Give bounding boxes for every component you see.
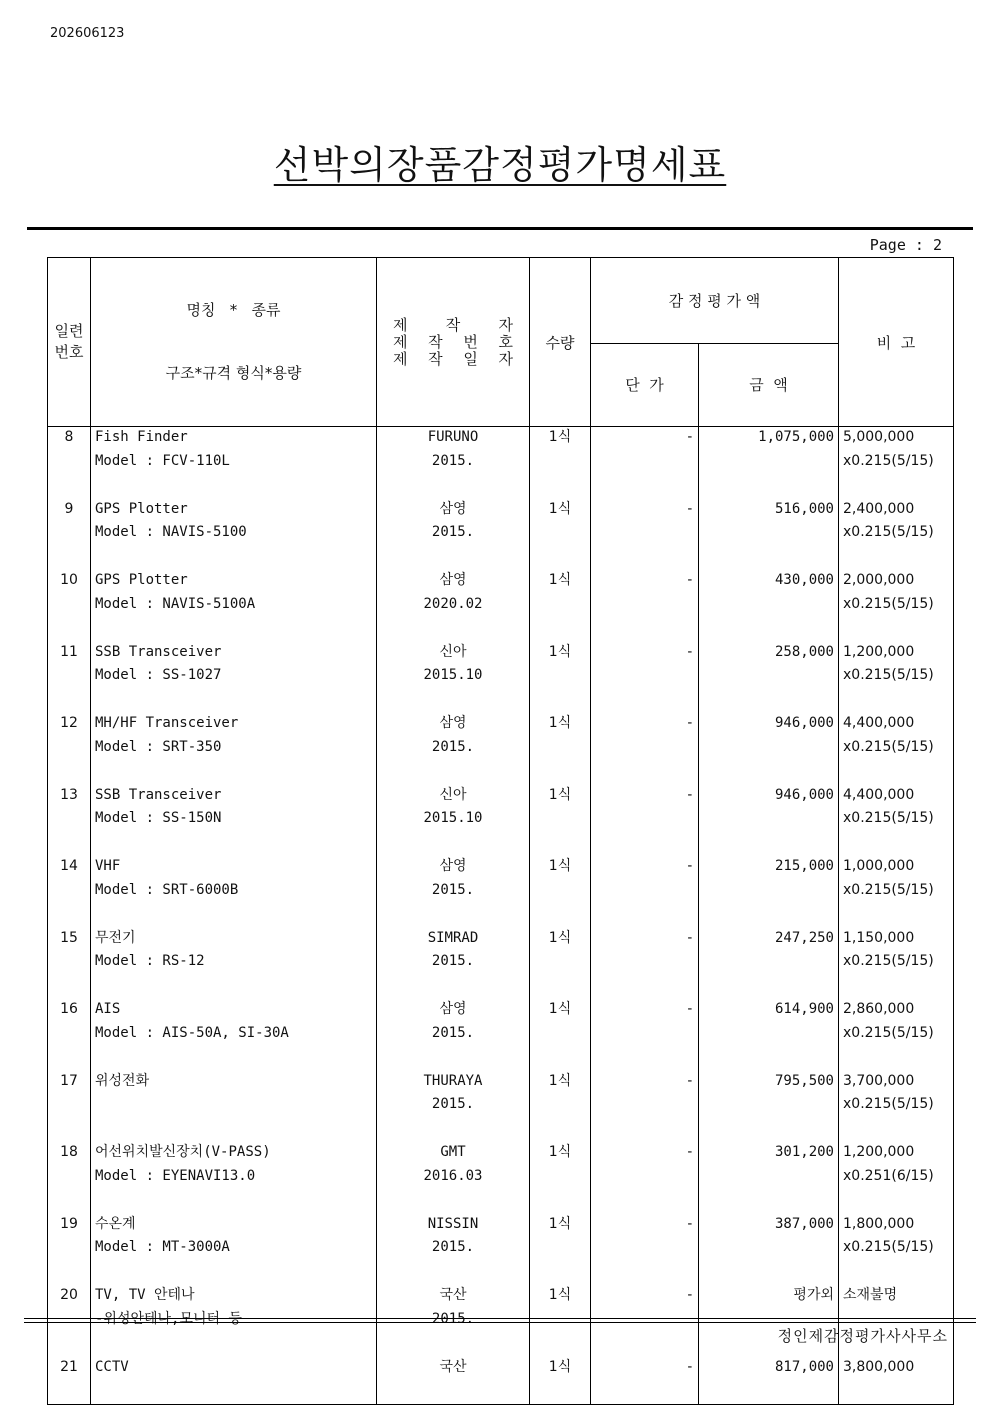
table-row <box>48 499 954 571</box>
item-amount-amount: 247,250 <box>774 929 834 946</box>
row-number-no: 16 <box>60 1001 78 1017</box>
item-maker-date: 2015. <box>431 452 475 469</box>
item-quantity <box>530 713 591 785</box>
item-quantity-qty: 1식 <box>548 1358 572 1375</box>
row-number <box>48 928 91 1000</box>
item-remark <box>839 499 954 571</box>
appraisal-header: 감 정 평 가 액 <box>591 258 839 344</box>
maker-h2-d: 호 <box>498 332 513 351</box>
item-amount <box>699 785 839 857</box>
item-name-name: SSB Transceiver <box>95 643 222 660</box>
item-name-model: Model : FCV-110L <box>95 452 230 469</box>
item-amount <box>699 570 839 642</box>
item-unit-price-unit: - <box>685 1215 694 1232</box>
row-number <box>48 642 91 714</box>
item-name <box>91 1142 377 1214</box>
item-maker <box>377 642 530 714</box>
item-name-model <box>95 1094 372 1118</box>
item-maker-maker: 삼영 <box>439 572 467 588</box>
item-name-name: MH/HF Transceiver <box>95 715 239 731</box>
item-maker-maker: GMT <box>440 1144 466 1160</box>
item-remark <box>839 1214 954 1286</box>
quantity-header: 수량 <box>530 258 591 427</box>
item-name-model: Model : SS-1027 <box>95 667 222 683</box>
item-maker-date: 2015. <box>431 881 475 898</box>
maker-header <box>377 258 530 427</box>
name-header-line2: 구조*규격 형식*용량 <box>165 364 302 382</box>
item-remark <box>839 856 954 928</box>
item-quantity <box>530 499 591 571</box>
item-name-name: 어선위치발신장치(V-PASS) <box>95 1144 271 1160</box>
row-number <box>48 1357 91 1405</box>
item-remark <box>839 999 954 1071</box>
table-row <box>48 1142 954 1214</box>
row-number-no: 9 <box>64 500 74 517</box>
item-quantity <box>530 1214 591 1286</box>
item-remark-remark2: x0.215(5/15) <box>843 881 934 898</box>
item-maker-maker: 삼영 <box>439 1001 467 1017</box>
item-unit-price <box>591 427 699 499</box>
item-unit-price-unit: - <box>685 786 694 803</box>
maker-h2-b: 작 <box>428 332 443 351</box>
table-row <box>48 1214 954 1286</box>
serial-header-line2: 번호 <box>54 343 84 361</box>
item-unit-price <box>591 856 699 928</box>
item-remark-remark2: x0.215(5/15) <box>843 452 934 469</box>
item-unit-price <box>591 1285 699 1357</box>
item-maker <box>377 1214 530 1286</box>
item-unit-price-unit: - <box>685 429 694 445</box>
row-number-no: 14 <box>60 858 78 874</box>
item-unit-price-unit: - <box>685 929 694 946</box>
serial-header-line1: 일련 <box>54 322 84 340</box>
item-remark-remark2 <box>843 1380 949 1404</box>
item-maker-maker: FURUNO <box>427 429 479 445</box>
item-maker-maker: 삼영 <box>439 500 467 517</box>
appraisal-table <box>47 257 954 1405</box>
item-name-name: 무전기 <box>95 929 136 946</box>
unit-price-header: 단 가 <box>591 343 699 426</box>
maker-header-line3 <box>377 351 529 368</box>
item-quantity-qty: 1식 <box>548 1287 572 1303</box>
item-quantity-qty: 1식 <box>548 643 572 660</box>
item-name-name: GPS Plotter <box>95 572 188 588</box>
table-row <box>48 1071 954 1143</box>
item-unit-price-unit: - <box>685 1072 694 1089</box>
item-unit-price-unit: - <box>685 643 694 660</box>
table-row <box>48 1357 954 1405</box>
item-amount-amount: 946,000 <box>774 715 834 731</box>
item-maker <box>377 928 530 1000</box>
item-unit-price-unit: - <box>685 715 694 731</box>
item-name <box>91 642 377 714</box>
item-remark <box>839 785 954 857</box>
maker-header-line2 <box>377 334 529 351</box>
item-name <box>91 785 377 857</box>
item-maker <box>377 1285 530 1357</box>
item-maker-date <box>381 1380 525 1404</box>
item-name-name: TV, TV 안테나 <box>95 1287 195 1303</box>
item-name-name: AIS <box>95 1001 121 1017</box>
item-name <box>91 427 377 499</box>
item-remark-remark1: 2,400,000 <box>843 500 915 517</box>
item-quantity <box>530 1285 591 1357</box>
item-maker-date: 2015. <box>431 1239 475 1255</box>
item-remark-remark1: 5,000,000 <box>843 429 915 445</box>
item-amount-amount: 614,900 <box>774 1001 834 1017</box>
item-unit-price <box>591 1142 699 1214</box>
item-maker-date: 2015. <box>431 1096 475 1112</box>
item-unit-price-unit: - <box>685 1001 694 1017</box>
item-remark-remark1: 2,860,000 <box>843 1001 915 1017</box>
item-name-model: Model : MT-3000A <box>95 1239 230 1255</box>
item-remark <box>839 1071 954 1143</box>
row-number <box>48 1142 91 1214</box>
table-row <box>48 785 954 857</box>
serial-header <box>48 258 91 427</box>
row-number <box>48 570 91 642</box>
table-row <box>48 999 954 1071</box>
document-number: 202606123 <box>50 26 125 41</box>
row-number <box>48 999 91 1071</box>
row-number-no: 10 <box>60 572 78 588</box>
item-remark-remark1: 4,400,000 <box>843 786 915 803</box>
item-quantity <box>530 856 591 928</box>
item-unit-price <box>591 1214 699 1286</box>
item-maker-maker: 국산 <box>439 1358 467 1375</box>
item-maker <box>377 999 530 1071</box>
item-quantity <box>530 1357 591 1405</box>
item-remark <box>839 570 954 642</box>
item-remark <box>839 427 954 499</box>
item-quantity <box>530 1142 591 1214</box>
item-name-model: Model : RS-12 <box>95 953 205 969</box>
row-number <box>48 1071 91 1143</box>
item-remark <box>839 928 954 1000</box>
item-amount-amount: 817,000 <box>774 1358 834 1375</box>
item-maker-date: 2015.10 <box>423 667 483 683</box>
bottom-divider-1 <box>24 1318 976 1319</box>
maker-h2-a: 제 <box>393 332 408 351</box>
item-maker <box>377 1357 530 1405</box>
row-number-no: 15 <box>60 929 78 946</box>
item-name-model: Model : SS-150N <box>95 810 222 826</box>
table-row <box>48 642 954 714</box>
item-remark-remark2: x0.215(5/15) <box>843 810 934 826</box>
item-remark-remark1: 1,150,000 <box>843 929 915 946</box>
item-amount-amount: 795,500 <box>774 1072 834 1089</box>
row-number <box>48 499 91 571</box>
item-maker-maker: THURAYA <box>423 1072 483 1089</box>
item-unit-price-unit: - <box>685 1287 694 1303</box>
item-name <box>91 570 377 642</box>
item-maker-date: 2015. <box>431 738 475 755</box>
row-number <box>48 785 91 857</box>
row-number-no: 17 <box>60 1072 78 1089</box>
item-remark-remark2: x0.215(5/15) <box>843 1239 934 1255</box>
item-remark-remark1: 1,200,000 <box>843 1144 915 1160</box>
item-quantity-qty: 1식 <box>548 786 572 803</box>
item-amount-amount: 387,000 <box>774 1215 834 1232</box>
item-maker <box>377 1142 530 1214</box>
item-name-name: Fish Finder <box>95 429 188 445</box>
row-number-no: 19 <box>60 1215 78 1232</box>
item-amount <box>699 713 839 785</box>
item-unit-price <box>591 570 699 642</box>
item-remark-remark2: x0.215(5/15) <box>843 667 934 683</box>
item-name-name: CCTV <box>95 1358 129 1375</box>
item-maker-maker: 신아 <box>439 786 467 803</box>
item-amount-amount: 516,000 <box>774 500 834 517</box>
item-name-model: Model : AIS-50A, SI-30A <box>95 1024 289 1041</box>
item-amount-amount: 평가외 <box>793 1287 834 1303</box>
item-name <box>91 856 377 928</box>
maker-h1-a: 제 <box>393 315 408 334</box>
item-remark-remark1: 4,400,000 <box>843 715 915 731</box>
maker-h3-d: 자 <box>498 349 513 368</box>
item-remark-remark2: x0.215(5/15) <box>843 1096 934 1112</box>
item-quantity-qty: 1식 <box>548 1072 572 1089</box>
table-row <box>48 713 954 785</box>
item-remark-remark1: 1,000,000 <box>843 858 915 874</box>
item-remark-remark2: x0.215(5/15) <box>843 595 934 612</box>
item-remark-remark1: 소재불명 <box>843 1287 898 1303</box>
item-amount <box>699 1357 839 1405</box>
item-name-model: Model : NAVIS-5100A <box>95 595 256 612</box>
item-unit-price-unit: - <box>685 572 694 588</box>
item-quantity <box>530 1071 591 1143</box>
title-text: 선박의장품감정평가명세표 <box>273 143 727 187</box>
item-name <box>91 499 377 571</box>
item-amount <box>699 1071 839 1143</box>
row-number <box>48 713 91 785</box>
item-amount-amount: 258,000 <box>774 643 834 660</box>
item-unit-price <box>591 642 699 714</box>
item-name <box>91 1214 377 1286</box>
maker-h3-a: 제 <box>393 349 408 368</box>
item-unit-price-unit: - <box>685 500 694 517</box>
item-name-model: -위성안테나,모니터 등 <box>95 1310 243 1327</box>
item-remark-remark2: x0.215(5/15) <box>843 953 934 969</box>
item-name-name: 위성전화 <box>95 1072 150 1089</box>
item-maker-maker: 삼영 <box>439 715 467 731</box>
maker-header-line1 <box>377 317 529 334</box>
item-quantity <box>530 928 591 1000</box>
item-amount <box>699 1142 839 1214</box>
name-header-line1: 명칭 * 종류 <box>186 301 281 319</box>
item-maker-maker: 국산 <box>439 1287 467 1303</box>
item-name <box>91 1285 377 1357</box>
item-name-model: Model : NAVIS-5100 <box>95 524 247 540</box>
item-remark-remark2: x0.215(5/15) <box>843 1024 934 1041</box>
item-maker <box>377 856 530 928</box>
item-name-model: Model : SRT-350 <box>95 738 222 755</box>
item-quantity-qty: 1식 <box>548 572 572 588</box>
maker-h3-b: 작 <box>428 349 443 368</box>
row-number-no: 20 <box>60 1287 78 1303</box>
item-remark-remark1: 1,800,000 <box>843 1215 915 1232</box>
item-maker-maker: SIMRAD <box>427 929 479 946</box>
item-remark <box>839 642 954 714</box>
item-quantity-qty: 1식 <box>548 1215 572 1232</box>
item-quantity <box>530 785 591 857</box>
item-name-name: VHF <box>95 858 121 874</box>
item-unit-price <box>591 1071 699 1143</box>
item-name <box>91 999 377 1071</box>
bottom-divider-2 <box>24 1322 976 1323</box>
table-row <box>48 427 954 499</box>
top-divider <box>27 227 973 230</box>
item-remark <box>839 1142 954 1214</box>
item-remark-remark2: x0.251(6/15) <box>843 1167 934 1184</box>
item-maker-date: 2015. <box>431 1024 475 1041</box>
item-unit-price <box>591 499 699 571</box>
item-unit-price <box>591 713 699 785</box>
item-maker-maker: 신아 <box>439 643 467 660</box>
item-name-name: SSB Transceiver <box>95 786 222 803</box>
item-name <box>91 713 377 785</box>
item-unit-price <box>591 928 699 1000</box>
item-maker-maker: 삼영 <box>439 858 467 874</box>
item-name-model: Model : SRT-6000B <box>95 881 239 898</box>
item-name <box>91 1357 377 1405</box>
row-number-no: 18 <box>60 1144 78 1160</box>
item-amount-amount: 430,000 <box>774 572 834 588</box>
item-amount-amount: 301,200 <box>774 1144 834 1160</box>
item-maker <box>377 499 530 571</box>
maker-h1-c: 자 <box>498 315 513 334</box>
item-maker-maker: NISSIN <box>427 1215 479 1232</box>
item-amount <box>699 1214 839 1286</box>
item-unit-price-unit: - <box>685 858 694 874</box>
item-amount-amount: 946,000 <box>774 786 834 803</box>
item-remark-remark1: 3,700,000 <box>843 1072 915 1089</box>
maker-h1-b: 작 <box>445 315 461 334</box>
row-number-no: 12 <box>60 715 78 731</box>
table-row <box>48 928 954 1000</box>
item-maker-date: 2015. <box>431 953 475 969</box>
row-number-no: 13 <box>60 786 78 803</box>
table-row <box>48 570 954 642</box>
item-quantity-qty: 1식 <box>548 858 572 874</box>
row-number <box>48 1285 91 1357</box>
item-name-model: Model : EYENAVI13.0 <box>95 1167 256 1184</box>
item-maker-date: 2015.10 <box>423 810 483 826</box>
item-quantity <box>530 427 591 499</box>
item-maker <box>377 713 530 785</box>
item-maker <box>377 1071 530 1143</box>
item-name <box>91 928 377 1000</box>
maker-h2-c: 번 <box>463 332 478 351</box>
item-name-model <box>95 1380 372 1404</box>
item-quantity <box>530 999 591 1071</box>
page-number: Page : 2 <box>869 236 942 254</box>
item-name-name: GPS Plotter <box>95 500 188 517</box>
item-remark-remark1: 1,200,000 <box>843 643 915 660</box>
row-number <box>48 427 91 499</box>
item-amount-amount: 215,000 <box>774 858 834 874</box>
item-quantity-qty: 1식 <box>548 1001 572 1017</box>
item-amount-amount: 1,075,000 <box>758 429 834 445</box>
item-name <box>91 1071 377 1143</box>
item-quantity-qty: 1식 <box>548 500 572 517</box>
item-remark-remark1: 3,800,000 <box>843 1358 915 1375</box>
item-remark <box>839 1357 954 1405</box>
maker-h3-c: 일 <box>463 349 478 368</box>
item-unit-price <box>591 999 699 1071</box>
item-remark-remark2: x0.215(5/15) <box>843 738 934 755</box>
item-amount <box>699 427 839 499</box>
item-maker-date: 2015. <box>431 524 475 540</box>
item-quantity-qty: 1식 <box>548 929 572 946</box>
item-maker-date: 2016.03 <box>423 1167 483 1184</box>
item-maker <box>377 427 530 499</box>
item-quantity-qty: 1식 <box>548 429 572 445</box>
row-number <box>48 1214 91 1286</box>
item-maker-date: 2020.02 <box>423 595 483 612</box>
row-number <box>48 856 91 928</box>
item-quantity-qty: 1식 <box>548 715 572 731</box>
item-amount <box>699 999 839 1071</box>
item-quantity-qty: 1식 <box>548 1144 572 1160</box>
office-name: 정인제감정평가사사무소 <box>777 1327 948 1345</box>
row-number-no: 8 <box>64 429 74 445</box>
name-header <box>91 258 377 427</box>
item-amount <box>699 642 839 714</box>
item-remark <box>839 713 954 785</box>
item-remark-remark1: 2,000,000 <box>843 572 915 588</box>
item-unit-price <box>591 785 699 857</box>
row-number-no: 21 <box>60 1358 78 1375</box>
item-unit-price-unit: - <box>685 1358 694 1375</box>
item-name-name: 수온계 <box>95 1215 136 1232</box>
item-amount <box>699 856 839 928</box>
item-remark-remark2: x0.215(5/15) <box>843 524 934 540</box>
item-unit-price-unit: - <box>685 1144 694 1160</box>
item-amount <box>699 499 839 571</box>
amount-header: 금 액 <box>699 343 839 426</box>
table-row <box>48 856 954 928</box>
row-number-no: 11 <box>60 643 78 660</box>
item-amount <box>699 928 839 1000</box>
item-quantity <box>530 570 591 642</box>
remarks-header: 비 고 <box>839 258 954 427</box>
item-maker-date: 2015. <box>431 1310 475 1327</box>
page-title <box>0 134 1000 189</box>
item-unit-price <box>591 1357 699 1405</box>
item-maker <box>377 570 530 642</box>
item-quantity <box>530 642 591 714</box>
item-maker <box>377 785 530 857</box>
